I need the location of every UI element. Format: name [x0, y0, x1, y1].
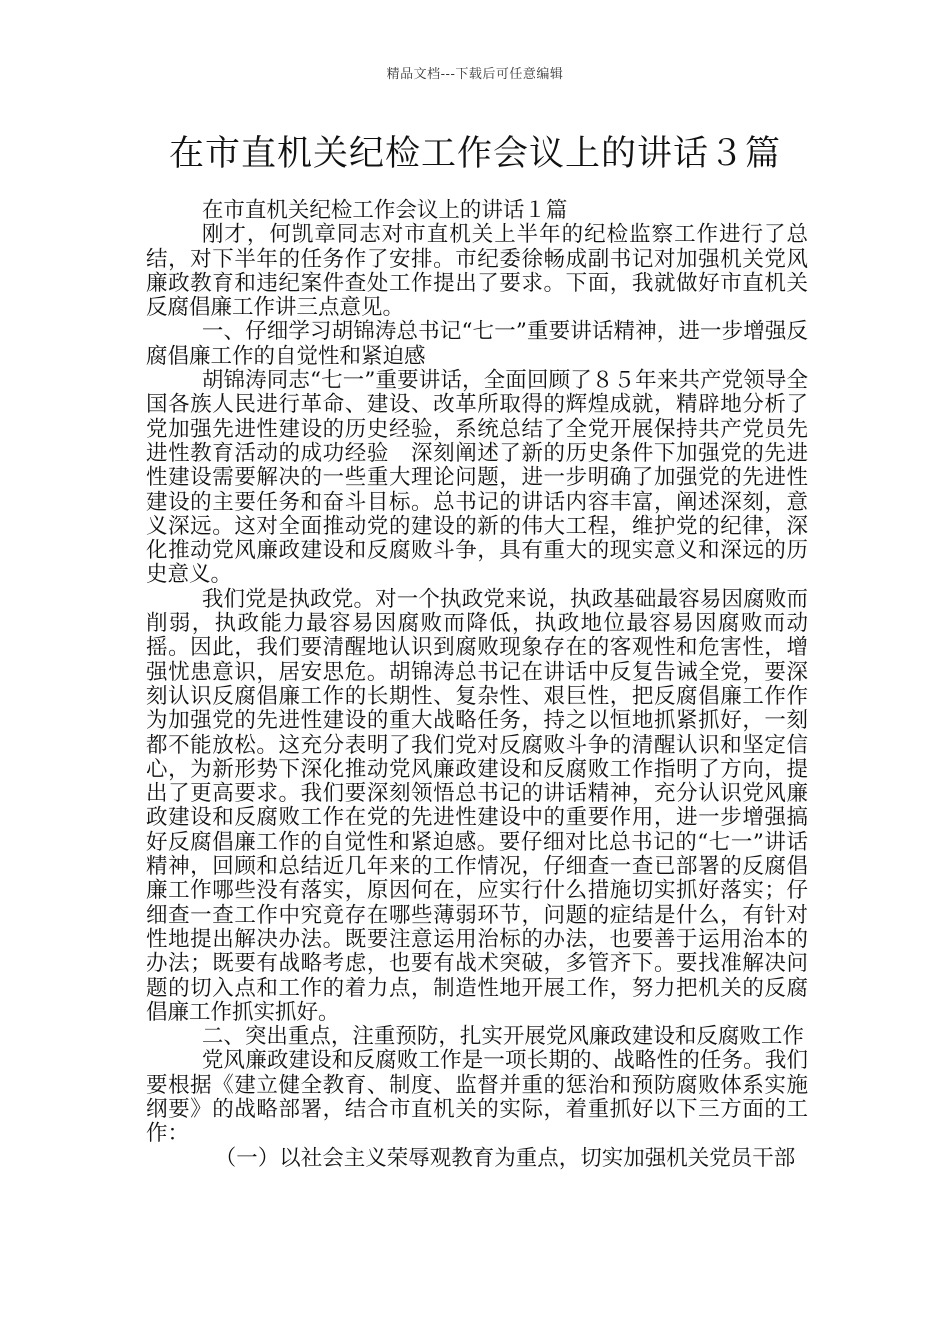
document-body — [146, 199, 808, 1171]
document-title: 在市直机关纪检工作会议上的讲话３篇 — [168, 134, 781, 174]
page-header-watermark: 精品文档---下载后可任意编辑 — [386, 67, 564, 82]
body-paragraph: 我们党是执政党。对一个执政党来说，执政基础最容易因腐败而削弱，执政能力最容易因腐败而降低，执政地位最容易因腐败而动摇。因此，我们要清醒地认识到腐败现象存在的客观性和危害性，增强忧患意识，居安思危。胡锦涛总书记在讲话中反复告诫全党，要深刻认识反腐倡廉工作的长期性、复杂性、艰巨性，把反腐倡廉工作作为加强党的先进性建设的重大战略任务，持之以恒地抓紧抓好，一刻都不能放松。这充分表明了我们党对反腐败斗争的清醒认识和坚定信心，为新形势下深化推动党风廉政建设和反腐败工作指明了方向，提出了更高要求。我们要深刻领悟总书记的讲话精神，充分认识党风廉政建设和反腐败工作在党的先进性建设中的重要作用，进一步增强搞好反腐倡廉工作的自觉性和紧迫感。要仔细对比总书记的“七一”讲话精神，回顾和总结近几年来的工作情况，仔细查一查已部署的反腐倡廉工作哪些没有落实，原因何在，应实行什么措施切实抓好落实；仔细查一查工作中究竟存在哪些薄弱环节，问题的症结是什么，有针对性地提出解决办法。既要注意运用治标的办法，也要善于运用治本的办法；既要有战略考虑，也要有战术突破，多管齐下。要找准解决问题的切入点和工作的着力点，制造性地开展工作，努力把机关的反腐倡廉工作抓实抓好。 — [146, 586, 808, 1025]
section-heading-2: 二、突出重点，注重预防，扎实开展党风廉政建设和反腐败工作 — [201, 1024, 804, 1050]
body-paragraph: 刚才，何凯章同志对市直机关上半年的纪检监察工作进行了总结，对下半年的任务作了安排。市纪委徐畅成副书记对加强机关党风廉政教育和违纪案件查处工作提出了要求。下面，我就做好市直机关反腐倡廉工作讲三点意见。 — [146, 222, 808, 321]
body-paragraph: 党风廉政建设和反腐败工作是一项长期的、战略性的任务。我们要根据《建立健全教育、制度、监督并重的惩治和预防腐败体系实施纲要》的战略部署，结合市直机关的实际，着重抓好以下三方面的工作： — [146, 1048, 808, 1147]
body-paragraph: 胡锦涛同志“七一”重要讲话，全面回顾了８５年来共产党领导全国各族人民进行革命、建设、改革所取得的辉煌成就，精辟地分析了党加强先进性建设的历史经验，系统总结了全党开展保持共产党员先进性教育活动的成功经验 深刻阐述了新的历史条件下加强党的先进性建设需要解决的一些重大理论问题，进一步明确了加强党的先进性建设的主要任务和奋斗目标。总书记的讲话内容丰富，阐述深刻，意义深远。这对全面推动党的建设的新的伟大工程，维护党的纪律，深化推动党风廉政建设和反腐败斗争，具有重大的现实意义和深远的历史意义。 — [146, 368, 808, 588]
section-heading-1: 一、仔细学习胡锦涛总书记“七一”重要讲话精神，进一步增强反腐倡廉工作的自觉性和紧迫感 — [146, 319, 808, 369]
subsection-heading-1: （一）以社会主义荣辱观教育为重点，切实加强机关党员干部 — [214, 1145, 796, 1171]
subtitle-paragraph: 在市直机关纪检工作会议上的讲话１篇 — [201, 198, 568, 223]
